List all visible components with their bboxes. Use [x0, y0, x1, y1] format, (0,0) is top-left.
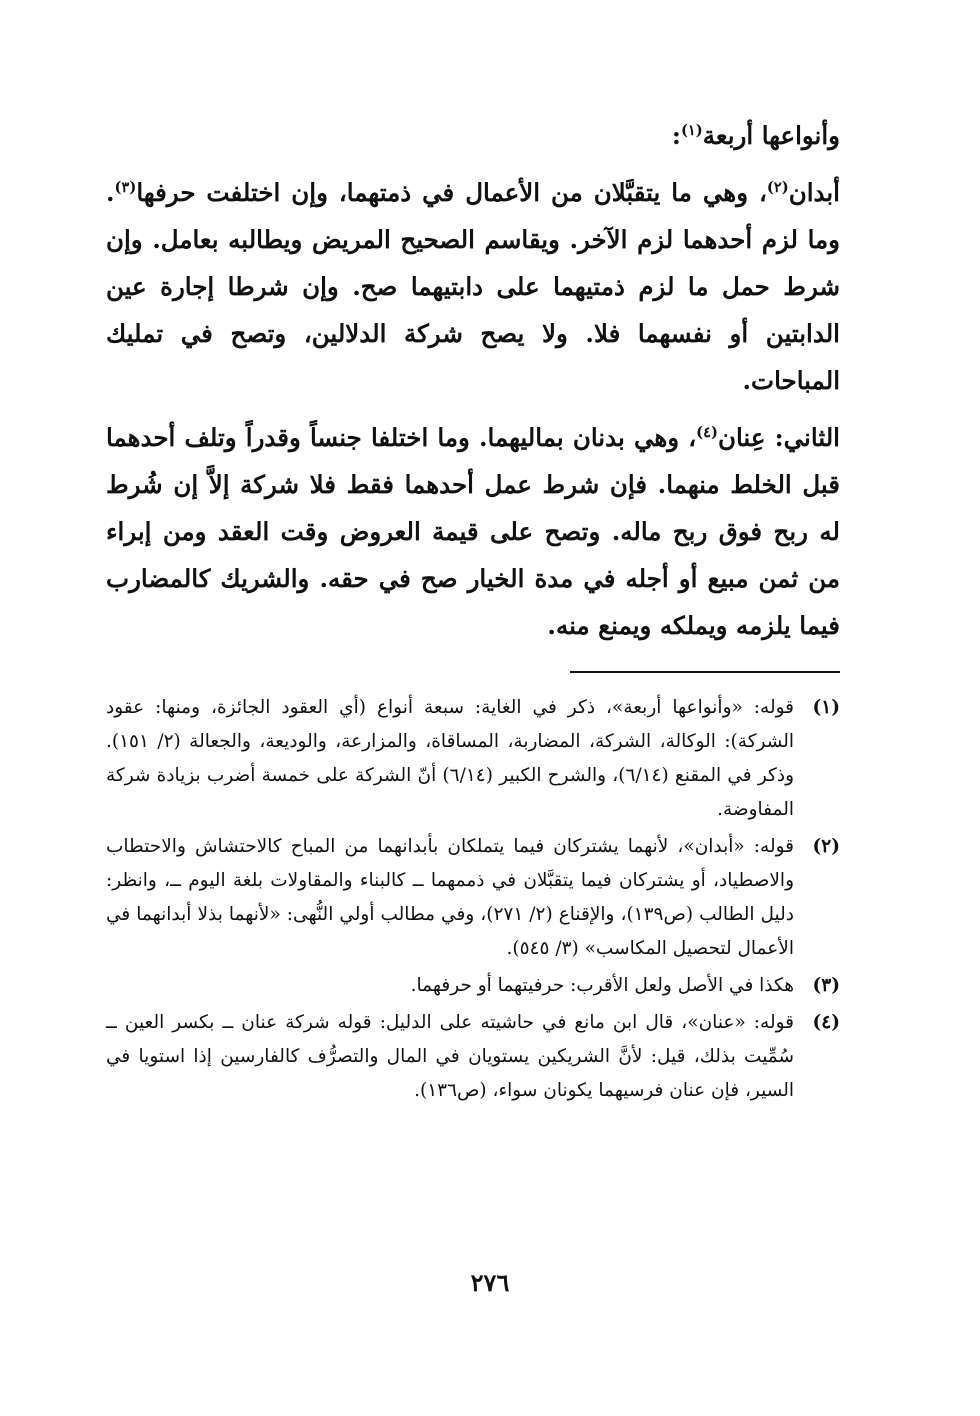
heading-colon: : [671, 121, 681, 150]
footnote-number: (١) [812, 697, 840, 718]
section-heading [106, 112, 840, 159]
footnote-number: (٢) [812, 836, 840, 857]
footnote-text: قوله: «وأنواعها أربعة»، ذكر في الغاية: سبعة أنواع (أي العقود الجائزة، ومنها: عقود الشركة): الوكالة، الشركة، المضاربة، المساقاة، والمزارعة، والوديعة، والجعالة (٢/ ١٥١). وذكر في المقنع (٦/١٤)، والشرح الكبير (٦/١٤) أنّ الشركة على خمسة أضرب بزيادة شركة المفاوضة. [106, 697, 795, 820]
paragraph-abdan [106, 169, 840, 404]
paragraph-inan-part-1: الثاني: عِنان [717, 423, 840, 452]
paragraph-inan-part-2: ، وهي بدنان بماليهما. وما اختلفا جنساً وقدراً وتلف أحدهما قبل الخلط منهما. فإن شرط عمل أحدهما فقط فلا شركة إلاَّ إن شُرط له ربح فوق ربح ماله. وتصح على قيمة العروض وقت العقد ومن إبراء من ثمن مبيع أو أجله في مدة الخيار صح في حقه. والشريك كالمضارب فيما يلزمه ويملكه ويمنع منه. [106, 423, 840, 640]
footnote-ref-1: (١) [680, 121, 703, 139]
main-text [106, 112, 840, 649]
footnote-text: قوله: «أبدان»، لأنهما يشتركان فيما يتملكان بأبدانهما من المباح كالاحتشاش والاحتطاب والاصطياد، أو يشتركان فيما يتقبَّلان في ذممهما ــ كالبناء والمقاولات بلغة اليوم ــ، وانظر: دليل الطالب (ص١٣٩)، والإقناع (٢/ ٢٧١)، وفي مطالب أولي النُّهى: «لأنهما بذلا أبدانهما في الأعمال لتحصيل المكاسب» (٣/ ٥٤٥). [106, 836, 794, 959]
footnote-text: قوله: «عنان»، قال ابن مانع في حاشيته على الدليل: قوله شركة عنان ــ بكسر العين ــ سُمِّيت بذلك، قيل: لأنَّ الشريكين يستويان في المال والتصرُّف كالفارسين إذا استويا في السير، فإن عنان فرسيهما يكونان سواء، (ص١٣٦). [106, 1012, 794, 1101]
footnote-divider [570, 671, 840, 673]
footnote [106, 691, 840, 827]
page-number: ٢٧٦ [470, 1268, 510, 1297]
footnote [106, 969, 840, 1003]
footnote-ref-3: (٣) [114, 178, 137, 196]
footnote-ref-4: (٤) [696, 423, 718, 441]
footnote [106, 1006, 840, 1108]
paragraph-inan [106, 414, 840, 649]
footnotes [106, 691, 840, 1108]
paragraph-abdan-part-1: أبدان [788, 178, 840, 207]
footnote [106, 830, 840, 966]
paragraph-abdan-part-3: . وما لزم أحدهما لزم الآخر. ويقاسم الصحيح المريض ويطالبه بعامل. وإن شرط حمل ما لزم ذمتيهما على دابتيهما صح. وإن شرطا إجارة عين الدابتين أو نفسهما فلا. ولا يصح شركة الدلالين، وتصح في تمليك المباحات. [106, 178, 840, 395]
paragraph-abdan-part-2: ، وهي ما يتقبَّلان من الأعمال في ذمتهما، وإن اختلفت حرفها [136, 178, 767, 207]
footnote-text: هكذا في الأصل ولعل الأقرب: حرفيتهما أو حرفهما. [410, 975, 794, 996]
footnote-number: (٤) [812, 1012, 840, 1033]
footnote-ref-2: (٢) [766, 178, 789, 196]
heading-text: وأنواعها أربعة [702, 121, 840, 150]
footnote-number: (٣) [812, 975, 840, 996]
